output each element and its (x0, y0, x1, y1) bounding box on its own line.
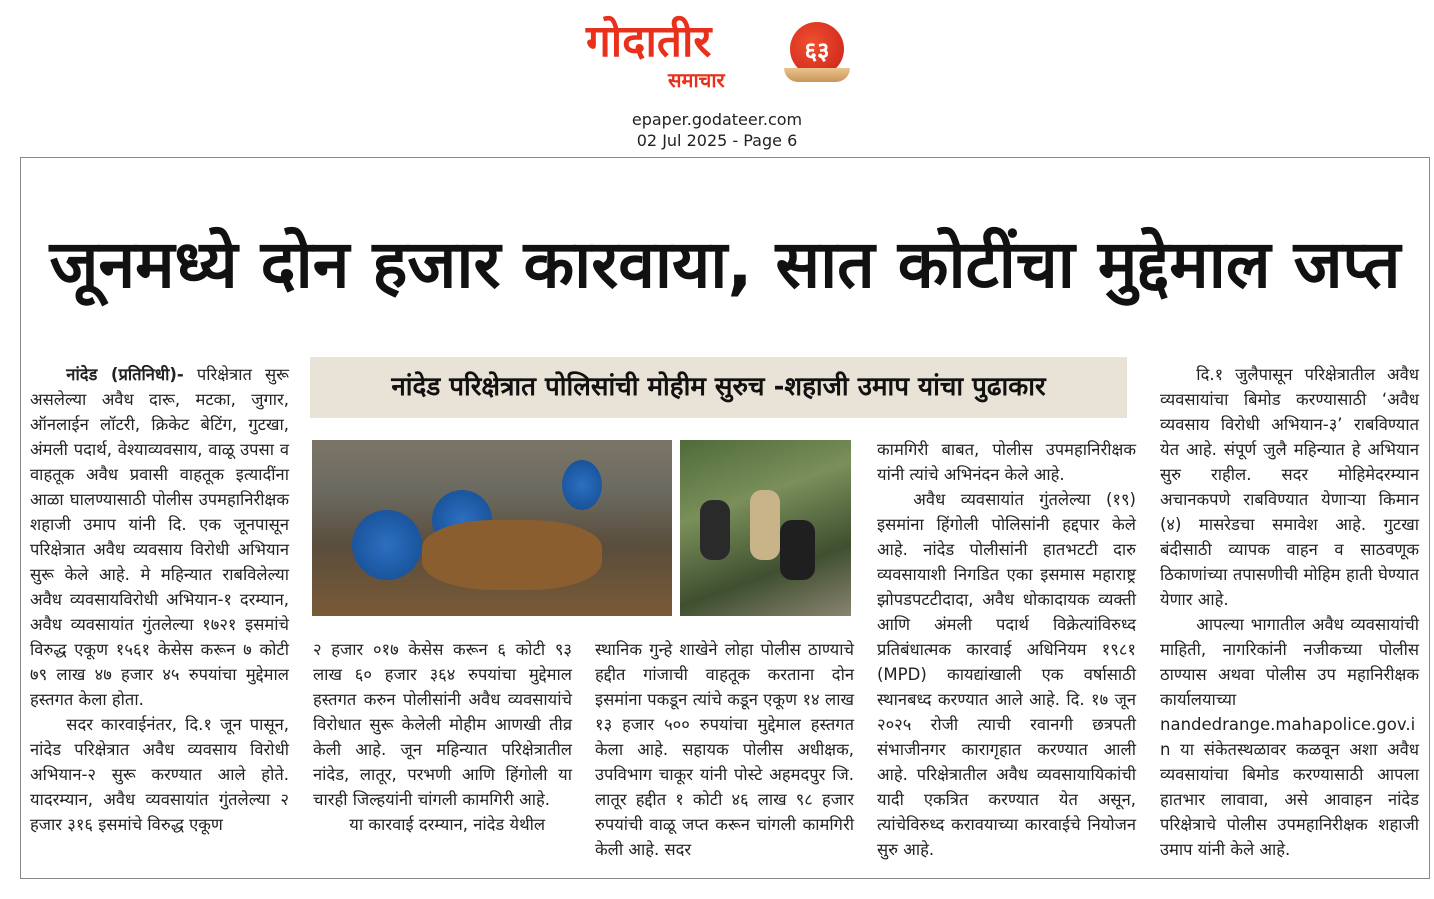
paragraph: अवैध व्यवसायांत गुंतलेल्या (१९) इसमांना हिंगोली पोलिसांनी हद्दपार केले आहे. नांदेड पोलीसांनी हातभटटी दारु व्यवसायाशी निगडित एका इसमास महाराष्ट्र झोपडपटटीदादा, अवैध धोकादायक व्यक्ती आणि अंमली पदार्थ विक्रेत्यांविरुध्द प्रतिबंधात्मक कारवाई अधिनियम १९८१ (MPD) कायद्यांखाली एक वर्षासाठी स्थानबध्द करण्यात आले आहे. दि. १७ जून २०२५ रोजी त्याची रवानगी छत्रपती संभाजीनगर कारागृहात करण्यात आली आहे. परिक्षेत्रातील अवैध व्यवसायायिकांची यादी एकत्रित करण्यात येत असून, त्यांचेविरुध्द करावयाच्या कारवाईचे नियोजन सुरु आहे. (877, 490, 1136, 859)
article-column-4 (877, 437, 1136, 862)
article-column-5 (1160, 362, 1419, 862)
article-column-3 (595, 637, 854, 862)
paragraph: स्थानिक गुन्हे शाखेने लोहा पोलीस ठाण्याचे हद्दीत गांजाची वाहतूक करताना दोन इसमांना पकडून त्यांचे कडून एकूण १४ लाख १३ हजार ५०० रुपयांचा मुद्देमाल हस्तगत केला आहे. सहायक पोलीस अधीक्षक, उपविभाग चाकूर यांनी पोस्टे अहमदपुर जि. लातूर हद्दीत १ कोटी ४६ लाख ९८ हजार रुपयांची वाळू जप्त करून चांगली कामगिरी केली आहे. सदर (595, 640, 854, 859)
article-headline: जूनमध्ये दोन हजार कारवाया, सात कोटींचा मुद्देमाल जप्त (49, 226, 1401, 303)
article-column-2 (313, 637, 572, 837)
logo-subtitle: समाचार (668, 68, 725, 92)
badge-ribbon-icon (784, 68, 850, 82)
article-column-1 (30, 362, 289, 837)
anniversary-badge: ६३ (790, 22, 844, 76)
edition-date-page: 02 Jul 2025 - Page 6 (636, 131, 798, 150)
paragraph: २ हजार ०१७ केसेस करून ६ कोटी ९३ लाख ६० हजार ३६४ रुपयांचा मुद्देमाल हस्तगत करुन पोलीसांनी अवैध व्यवसायांचे विरोधात सुरू केलेली मोहीम आणखी तीव्र केली आहे. जून महिन्यात परिक्षेत्रातील नांदेड, लातूर, परभणी आणि हिंगोली या चारही जिल्हयांनी चांगली कामगिरी आहे. (313, 640, 572, 809)
site-url: epaper.godateer.com (631, 110, 803, 129)
dateline: नांदेड (प्रतिनिधी)- (66, 365, 184, 384)
paragraph: या कारवाई दरम्यान, नांदेड येथील (349, 815, 546, 834)
logo-title: गोदातीर (586, 16, 712, 67)
article-subheadline: नांदेड परिक्षेत्रात पोलिसांची मोहीम सुरुच -शहाजी उमाप यांचा पुढाकार (310, 357, 1127, 418)
photo-police-raid (680, 440, 851, 616)
paragraph: आपल्या भागातील अवैध व्यवसायांची माहिती, नागरिकांनी नजीकच्या पोलीस ठाण्यास अथवा पोलीस उप महानिरीक्षक कार्यालयाच्या nandedrange.mahapolice.gov.in या संकेतस्थळावर कळवून अशा अवैध व्यवसायांचा बिमोड करण्यासाठी आपला हातभार लावावा, असे आवाहन नांदेड परिक्षेत्राचे पोलीस उपमहानिरीक्षक शहाजी उमाप यांनी केले आहे. (1160, 615, 1419, 859)
newspaper-logo (572, 10, 862, 100)
paragraph: दि.१ जुलैपासून परिक्षेत्रातील अवैध व्यवसायांचा बिमोड करण्यासाठी ‘अवैध व्यवसाय विरोधी अभियान-३’ राबविण्यात येत आहे. संपूर्ण जुलै महिन्यात हे अभियान सुरु राहील. सदर मोहिमेदरम्यान अचानकपणे राबविण्यात येणाऱ्या किमान (४) मासरेडचा समावेश आहे. गुटखा बंदीसाठी व्यापक वाहन व साठवणूक ठिकाणांच्या तपासणीची मोहिम हाती घेण्यात येणार आहे. (1160, 365, 1419, 609)
photo-seized-drums (312, 440, 672, 616)
paragraph: सदर कारवाईनंतर, दि.१ जून पासून, नांदेड परिक्षेत्रात अवैध व्यवसाय विरोधी अभियान-२ सुरू करण्यात आले होते. यादरम्यान, अवैध व्यवसायांत गुंतलेल्या २ हजार ३१६ इसमांचे विरुद्ध एकूण (30, 715, 289, 834)
paragraph: कामगिरी बाबत, पोलीस उपमहानिरीक्षक यांनी त्यांचे अभिनंदन केले आहे. (877, 440, 1136, 484)
paragraph: परिक्षेत्रात सुरू असलेल्या अवैध दारू, मटका, जुगार, ऑनलाईन लॉटरी, क्रिकेट बेटिंग, गुटखा, अंमली पदार्थ, वेश्याव्यवसाय, वाळू उपसा व वाहतूक अवैध प्रवासी वाहतूक इत्यादींना आळा घालण्यासाठी पोलीस उपमहानिरीक्षक शहाजी उमाप यांनी दि. एक जूनपासून परिक्षेत्रात अवैध व्यवसाय विरोधी अभियान सुरू केले आहे. मे महिन्यात राबविलेल्या अवैध व्यवसायविरोधी अभियान-१ दरम्यान, अवैध व्यवसायांत गुंतलेल्या १७२१ इसमांचे विरुद्ध एकूण १५६१ केसेस करून ७ कोटी ७९ लाख ४७ हजार ४५ रुपयांचा मुद्देमाल हस्तगत केला होता. (30, 365, 289, 709)
